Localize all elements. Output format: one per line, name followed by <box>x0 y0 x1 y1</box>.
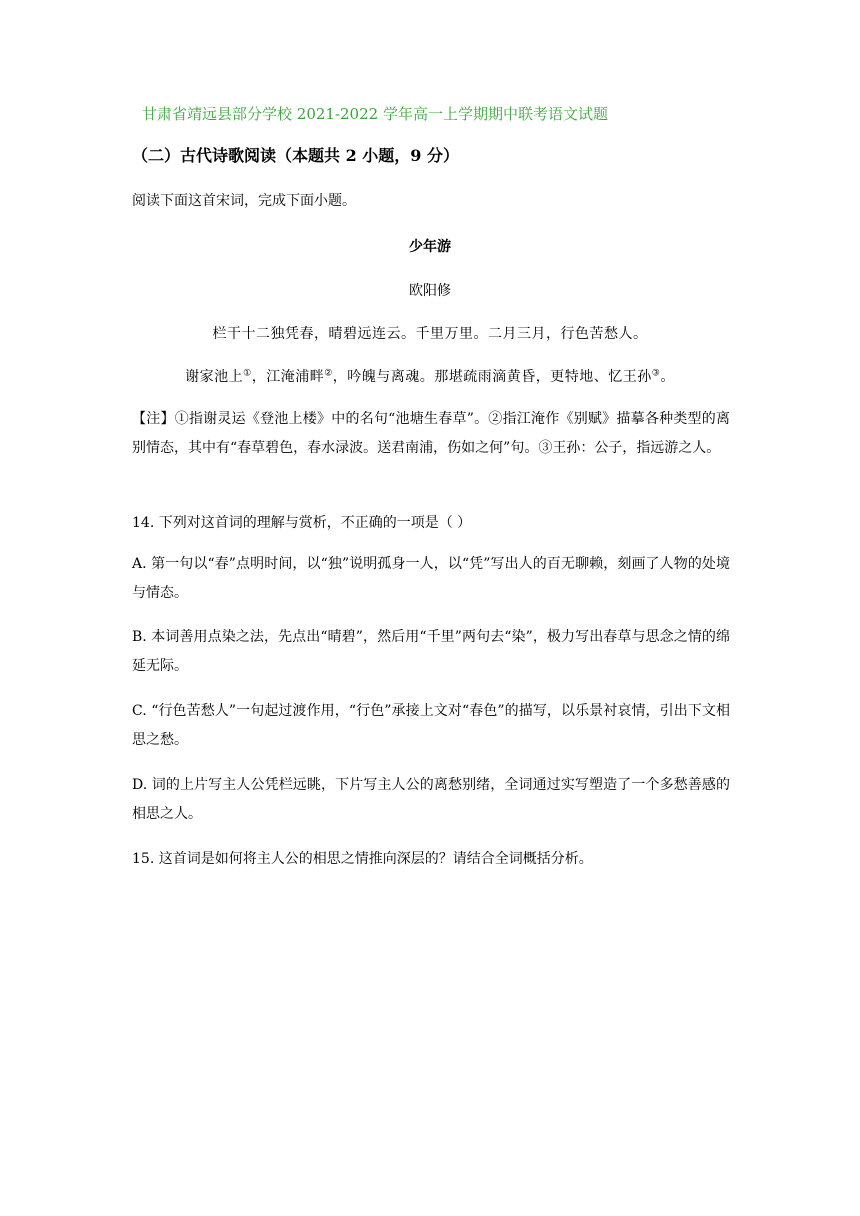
poem-author: 欧阳修 <box>409 283 451 299</box>
option-b: B. 本词善用点染之法，先点出“晴碧”，然后用“千里”两句去“染”，极力写出春草与思念之情的绵延无际。 <box>132 629 730 674</box>
annotation-note: 【注】①指谢灵运《登池上楼》中的名句“池塘生春草”。②指江淹作《别赋》描摹各种类型的离别情态，其中有“春草碧色，春水渌波。送君南浦，伤如之何”句。③王孙：公子，指远游之人。 <box>132 411 730 456</box>
intro-text: 阅读下面这首宋词，完成下面小题。 <box>132 193 356 209</box>
poem-line-2 <box>0 366 860 386</box>
option-d: D. 词的上片写主人公凭栏远眺，下片写主人公的离愁别绪，全词通过实写塑造了一个多愁善感的相思之人。 <box>132 777 730 822</box>
footnote-ref-1: ① <box>243 368 252 379</box>
footnote-ref-2: ② <box>324 368 333 379</box>
option-c: C. “行色苦愁人”一句起过渡作用，“行色”承接上文对“春色”的描写，以乐景衬哀情，引出下文相思之愁。 <box>132 703 730 748</box>
poem-line-2-part-a: 谢家池上 <box>185 369 244 385</box>
poem-line-2-part-c: ，吟魄与离魂。那堪疏雨滴黄昏，更特地、忆王孙 <box>332 369 652 385</box>
section-title: （二）古代诗歌阅读（本题共 2 小题，9 分） <box>132 146 459 165</box>
poem-title: 少年游 <box>409 239 451 255</box>
option-a: A. 第一句以“春”点明时间，以“独”说明孤身一人，以“凭”写出人的百无聊赖，刻画了人物的处境与情态。 <box>132 556 730 601</box>
question-15: 15. 这首词是如何将主人公的相思之情推向深层的？请结合全词概括分析。 <box>132 851 593 867</box>
footnote-ref-3: ③ <box>651 368 661 379</box>
question-14: 14. 下列对这首词的理解与赏析，不正确的一项是（ ） <box>132 515 472 531</box>
poem-line-1: 栏干十二独凭春，晴碧远连云。千里万里。二月三月，行色苦愁人。 <box>212 326 648 342</box>
source-line: 甘肃省靖远县部分学校 2021-2022 学年高一上学期期中联考语文试题 <box>142 105 608 123</box>
poem-line-2-part-d: 。 <box>660 369 675 385</box>
poem-line-2-part-b: ，江淹浦畔 <box>251 369 325 385</box>
